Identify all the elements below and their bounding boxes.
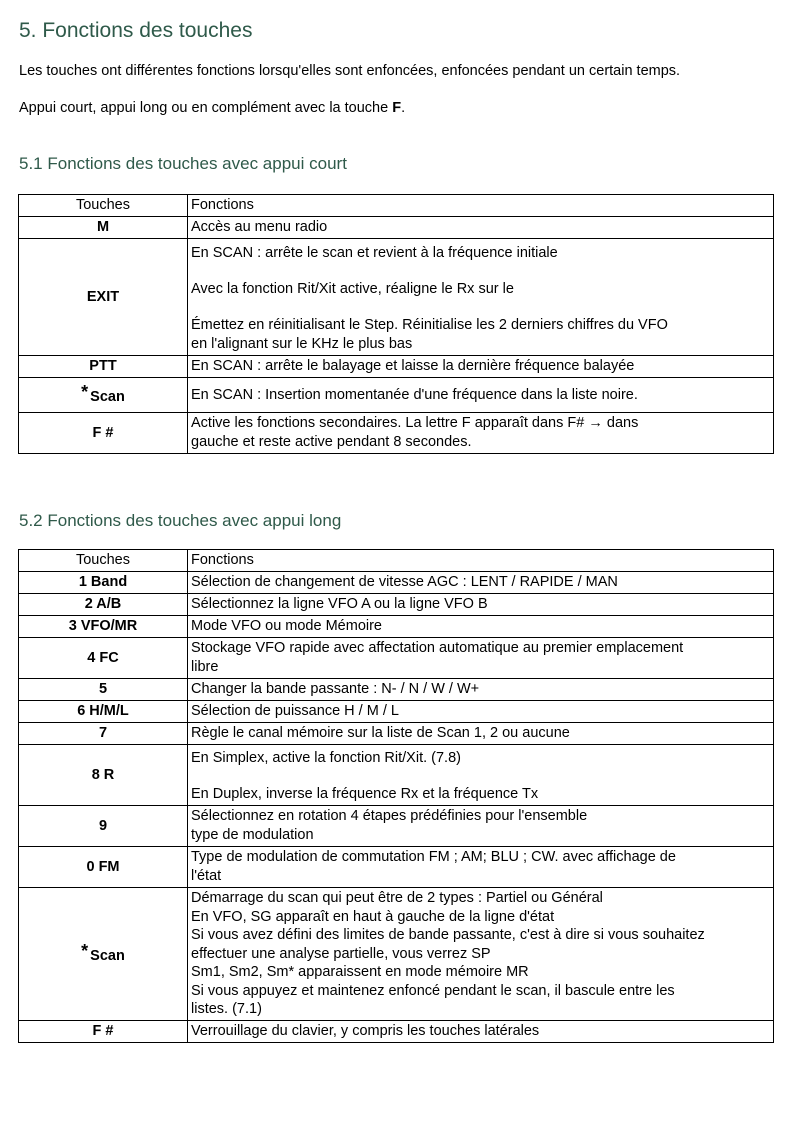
function-line: Si vous avez défini des limites de bande passante, c'est à dire si vous souhaitez xyxy=(191,927,705,943)
header-functions: Fonctions xyxy=(188,550,774,572)
key-cell: 5 xyxy=(19,679,188,701)
key-cell: 2 A/B xyxy=(19,594,188,616)
function-line: Émettez en réinitialisant le Step. Réinitialise les 2 derniers chiffres du VFO xyxy=(191,317,668,333)
short-press-table xyxy=(18,194,774,454)
long-press-title: 5.2 Fonctions des touches avec appui long xyxy=(19,511,342,530)
function-cell xyxy=(188,413,774,454)
intro-text: Appui court, appui long ou en complément avec la touche xyxy=(19,100,393,116)
long-press-table xyxy=(18,549,774,1043)
table-row xyxy=(19,1020,774,1042)
table-row xyxy=(19,616,774,638)
intro-suffix: . xyxy=(401,100,406,116)
table-row xyxy=(19,217,774,239)
header-functions: Fonctions xyxy=(188,195,774,217)
table-row xyxy=(19,806,774,847)
function-line: gauche et reste active pendant 8 secondes. xyxy=(191,434,472,450)
function-line: Type de modulation de commutation FM ; AM; BLU ; CW. avec affichage de xyxy=(191,849,676,865)
function-cell: En SCAN : Insertion momentanée d'une fréquence dans la liste noire. xyxy=(188,378,774,413)
short-press-title: 5.1 Fonctions des touches avec appui court xyxy=(19,154,347,173)
star-key-symbol: * xyxy=(81,382,89,402)
function-line: effectuer une analyse partielle, vous verrez SP xyxy=(191,945,491,962)
function-line: Sm1, Sm2, Sm* apparaissent en mode mémoire MR xyxy=(191,964,529,980)
function-line: En Simplex, active la fonction Rit/Xit. (7.8) xyxy=(191,750,461,766)
key-cell: PTT xyxy=(19,356,188,378)
table-row xyxy=(19,745,774,806)
function-cell: En SCAN : arrête le balayage et laisse la dernière fréquence balayée xyxy=(188,356,774,378)
table-row xyxy=(19,723,774,745)
table-row xyxy=(19,356,774,378)
intro-key: F xyxy=(392,100,402,116)
function-line: Démarrage du scan qui peut être de 2 types : Partiel ou Général xyxy=(191,890,603,906)
function-line: Si vous appuyez et maintenez enfoncé pendant le scan, il bascule entre les xyxy=(191,982,675,999)
table-header-row xyxy=(19,550,774,572)
key-cell: EXIT xyxy=(19,239,188,356)
function-cell xyxy=(188,638,774,679)
key-cell: 0 FM xyxy=(19,847,188,888)
function-cell: Verrouillage du clavier, y compris les touches latérales xyxy=(188,1020,774,1042)
key-cell: 4 FC xyxy=(19,638,188,679)
header-key: Touches xyxy=(19,550,188,572)
function-cell: Sélection de changement de vitesse AGC : LENT / RAPIDE / MAN xyxy=(188,572,774,594)
function-cell: Changer la bande passante : N- / N / W / W+ xyxy=(188,679,774,701)
function-line: listes. (7.1) xyxy=(191,1001,262,1017)
key-cell: 6 H/M/L xyxy=(19,701,188,723)
key-label: Scan xyxy=(90,389,125,405)
function-line: En SCAN : arrête le scan et revient à la fréquence initiale xyxy=(191,245,558,261)
table-row xyxy=(19,378,774,413)
function-line: Active les fonctions secondaires. La lettre F apparaît dans F# → dans xyxy=(191,415,639,431)
table-row xyxy=(19,594,774,616)
function-cell: Règle le canal mémoire sur la liste de Scan 1, 2 ou aucune xyxy=(188,723,774,745)
table-row xyxy=(19,888,774,1021)
function-cell: Sélectionnez la ligne VFO A ou la ligne VFO B xyxy=(188,594,774,616)
key-cell: 3 VFO/MR xyxy=(19,616,188,638)
table-header-row xyxy=(19,195,774,217)
key-cell xyxy=(19,378,188,413)
function-line: En Duplex, inverse la fréquence Rx et la fréquence Tx xyxy=(191,786,539,802)
table-row xyxy=(19,847,774,888)
table-row xyxy=(19,239,774,356)
key-cell: F # xyxy=(19,413,188,454)
key-cell xyxy=(19,888,188,1021)
header-key: Touches xyxy=(19,195,188,217)
function-line: En VFO, SG apparaît en haut à gauche de la ligne d'état xyxy=(191,908,555,925)
star-key-symbol: * xyxy=(81,940,89,961)
function-cell xyxy=(188,745,774,806)
function-line: libre xyxy=(191,659,219,675)
function-cell: Mode VFO ou mode Mémoire xyxy=(188,616,774,638)
function-cell xyxy=(188,806,774,847)
key-cell: M xyxy=(19,217,188,239)
section-title: 5. Fonctions des touches xyxy=(19,19,253,42)
intro-paragraph-2 xyxy=(19,100,405,116)
function-line: type de modulation xyxy=(191,827,314,843)
function-line: l'état xyxy=(191,868,222,884)
table-row xyxy=(19,679,774,701)
function-cell: Accès au menu radio xyxy=(188,217,774,239)
intro-paragraph: Les touches ont différentes fonctions lorsqu'elles sont enfoncées, enfoncées pendant un certain temps. xyxy=(19,63,681,79)
key-cell: 9 xyxy=(19,806,188,847)
table-row xyxy=(19,638,774,679)
function-line: en l'alignant sur le KHz le plus bas xyxy=(191,336,413,352)
function-cell: Sélection de puissance H / M / L xyxy=(188,701,774,723)
key-label: Scan xyxy=(90,947,125,964)
key-cell: 7 xyxy=(19,723,188,745)
function-line: Sélectionnez en rotation 4 étapes prédéfinies pour l'ensemble xyxy=(191,808,588,824)
table-row xyxy=(19,701,774,723)
function-line: Stockage VFO rapide avec affectation automatique au premier emplacement xyxy=(191,640,684,656)
function-cell xyxy=(188,888,774,1021)
function-cell xyxy=(188,847,774,888)
function-line: Avec la fonction Rit/Xit active, réaligne le Rx sur le xyxy=(191,281,514,297)
table-row xyxy=(19,572,774,594)
key-cell: F # xyxy=(19,1020,188,1042)
table-row xyxy=(19,413,774,454)
key-cell: 8 R xyxy=(19,745,188,806)
key-cell: 1 Band xyxy=(19,572,188,594)
function-cell xyxy=(188,239,774,356)
